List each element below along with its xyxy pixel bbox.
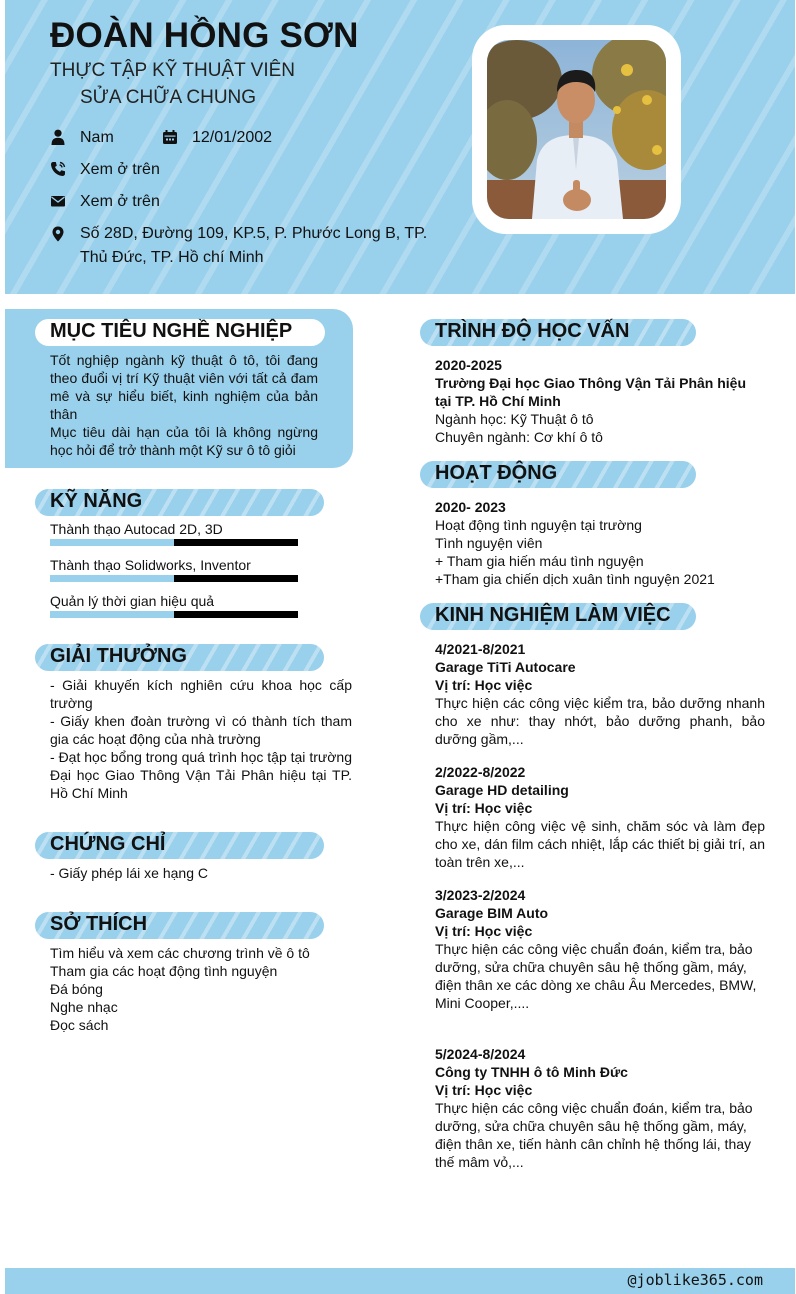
job-period: 2/2022-8/2022 [435, 764, 526, 780]
activities-entry [435, 498, 765, 588]
job-description: Thực hiện các công việc chuẩn đoán, kiểm tra, bảo dưỡng, sửa chữa chuyên sâu hệ thống gầm, máy, điện thân xe các dòng xe châu Âu Mercedes, BMW, Mini Cooper,.... [435, 941, 757, 1011]
job-company: Garage BIM Auto [435, 905, 549, 921]
location-pin-icon [50, 226, 66, 242]
activities-period: 2020- 2023 [435, 499, 506, 515]
job-description: Thực hiện các công việc kiểm tra, bảo dưỡng nhanh cho xe như: thay nhớt, bảo dưỡng phanh, bảo dưỡng gầm,... [435, 695, 765, 747]
education-school: Trường Đại học Giao Thông Vận Tải Phân hiệu tại TP. Hồ Chí Minh [435, 375, 747, 409]
job-position: Vị trí: Học việc [435, 1082, 533, 1098]
hobbies-title-pill [35, 912, 324, 939]
skill-bar-fill [50, 539, 174, 546]
education-title-pill [420, 319, 696, 346]
education-major: Ngành học: Kỹ Thuật ô tô [435, 411, 594, 427]
address-line2: Thủ Đức, TP. Hồ chí Minh [80, 249, 264, 266]
certificates-title-pill [35, 832, 324, 859]
hobbies-list [50, 944, 310, 1034]
footer-watermark: @joblike365.com [627, 1271, 763, 1289]
activities-title-pill [420, 461, 696, 488]
awards-title: GIẢI THƯỞNG [50, 645, 187, 667]
education-period: 2020-2025 [435, 357, 502, 373]
activity-line: Tình nguyện viên [435, 535, 543, 551]
calendar-icon [162, 129, 178, 145]
skill-bar [50, 575, 298, 582]
hobby-item: Nghe nhạc [50, 999, 118, 1015]
skill-bar [50, 611, 298, 618]
education-title: TRÌNH ĐỘ HỌC VẤN [435, 320, 630, 342]
activities-title: HOẠT ĐỘNG [435, 462, 558, 484]
skill-bar-fill [50, 575, 174, 582]
experience-title-pill [420, 603, 696, 630]
objective-title-pill [35, 319, 325, 346]
hobby-item: Đá bóng [50, 981, 103, 997]
job-title-line2: SỬA CHỮA CHUNG [80, 87, 257, 108]
education-entry [435, 356, 765, 446]
address-line1: Số 28D, Đường 109, KP.5, P. Phước Long B, TP. [80, 225, 428, 242]
job-description: Thực hiện công việc vệ sinh, chăm sóc và làm đẹp cho xe, dán film cách nhiệt, lắp các thiết bị giải trí, an toàn trên xe,... [435, 818, 765, 870]
hobby-item: Tham gia các hoạt động tình nguyện [50, 963, 278, 979]
awards-list [50, 676, 352, 802]
certificate-item: - Giấy phép lái xe hạng C [50, 865, 208, 881]
footer-bar [5, 1268, 795, 1294]
job-period: 3/2023-2/2024 [435, 887, 526, 903]
skill-label: Thành thạo Autocad 2D, 3D [50, 521, 223, 537]
experience-entry [435, 1045, 765, 1171]
job-position: Vị trí: Học việc [435, 677, 533, 693]
activity-line: Hoạt động tình nguyện tại trường [435, 517, 642, 533]
email-value: Xem ở trên [80, 193, 160, 210]
education-specialty: Chuyên ngành: Cơ khí ô tô [435, 429, 603, 445]
experience-entry [435, 640, 765, 748]
envelope-icon [50, 193, 66, 209]
hobby-item: Đọc sách [50, 1017, 109, 1033]
job-description: Thực hiện các công việc chuẩn đoán, kiểm tra, bảo dưỡng, sửa chữa chuyên sâu hệ thống gầm, máy, điện thân xe, tiến hành cân chỉnh hệ thống lái, thay thế mâm vỏ,... [435, 1100, 753, 1170]
skill-bar-fill [50, 611, 174, 618]
experience-entry [435, 886, 765, 1012]
activity-line: + Tham gia hiến máu tình nguyện [435, 553, 644, 569]
experience-entry [435, 763, 765, 871]
skills-title-pill [35, 489, 324, 516]
objective-paragraph-1: Tốt nghiệp ngành kỹ thuật ô tô, tôi đang theo đuổi vị trí Kỹ thuật viên với tất cả đam mê và sự hiểu biết, kinh nghiệm của bản thân [50, 352, 318, 422]
skill-bar [50, 539, 298, 546]
candidate-name: ĐOÀN HỒNG SƠN [50, 16, 359, 55]
certificates-title: CHỨNG CHỈ [50, 833, 166, 855]
gender-value: Nam [80, 129, 114, 146]
job-period: 4/2021-8/2021 [435, 641, 526, 657]
award-item: - Đạt học bổng trong quá trình học tập tại trường Đại học Giao Thông Vận Tải Phân hiệu tại TP. Hồ Chí Minh [50, 749, 352, 801]
hobbies-title: SỞ THÍCH [50, 913, 148, 935]
objective-section [5, 309, 353, 468]
profile-photo-frame [472, 25, 681, 234]
header-banner [5, 0, 795, 294]
phone-value: Xem ở trên [80, 161, 160, 178]
person-icon [50, 129, 66, 145]
job-period: 5/2024-8/2024 [435, 1046, 526, 1062]
job-company: Garage HD detailing [435, 782, 569, 798]
birthdate-value: 12/01/2002 [192, 129, 273, 146]
objective-paragraph-2: Mục tiêu dài hạn của tôi là không ngừng học hỏi để trở thành một Kỹ sư ô tô giỏi [50, 424, 318, 458]
objective-text [50, 351, 318, 459]
job-company: Công ty TNHH ô tô Minh Đức [435, 1064, 628, 1080]
skills-title: KỸ NĂNG [50, 490, 143, 512]
experience-title: KINH NGHIỆM LÀM VIỆC [435, 604, 671, 626]
skill-label: Quản lý thời gian hiệu quả [50, 593, 215, 609]
job-position: Vị trí: Học việc [435, 800, 533, 816]
awards-title-pill [35, 644, 324, 671]
objective-title: MỤC TIÊU NGHỀ NGHIỆP [50, 320, 293, 342]
skill-label: Thành thạo Solidworks, Inventor [50, 557, 251, 573]
award-item: - Giấy khen đoàn trường vì có thành tích tham gia các hoạt động của nhà trường [50, 713, 352, 747]
profile-photo [487, 40, 666, 219]
job-position: Vị trí: Học việc [435, 923, 533, 939]
certificates-list [50, 864, 208, 882]
award-item: - Giải khuyến kích nghiên cứu khoa học cấp trường [50, 677, 352, 711]
activity-line: +Tham gia chiến dịch xuân tình nguyện 2021 [435, 571, 715, 587]
job-company: Garage TiTi Autocare [435, 659, 576, 675]
hobby-item: Tìm hiểu và xem các chương trình về ô tô [50, 945, 310, 961]
phone-icon [50, 161, 66, 177]
job-title-line1: THỰC TẬP KỸ THUẬT VIÊN [50, 60, 295, 81]
